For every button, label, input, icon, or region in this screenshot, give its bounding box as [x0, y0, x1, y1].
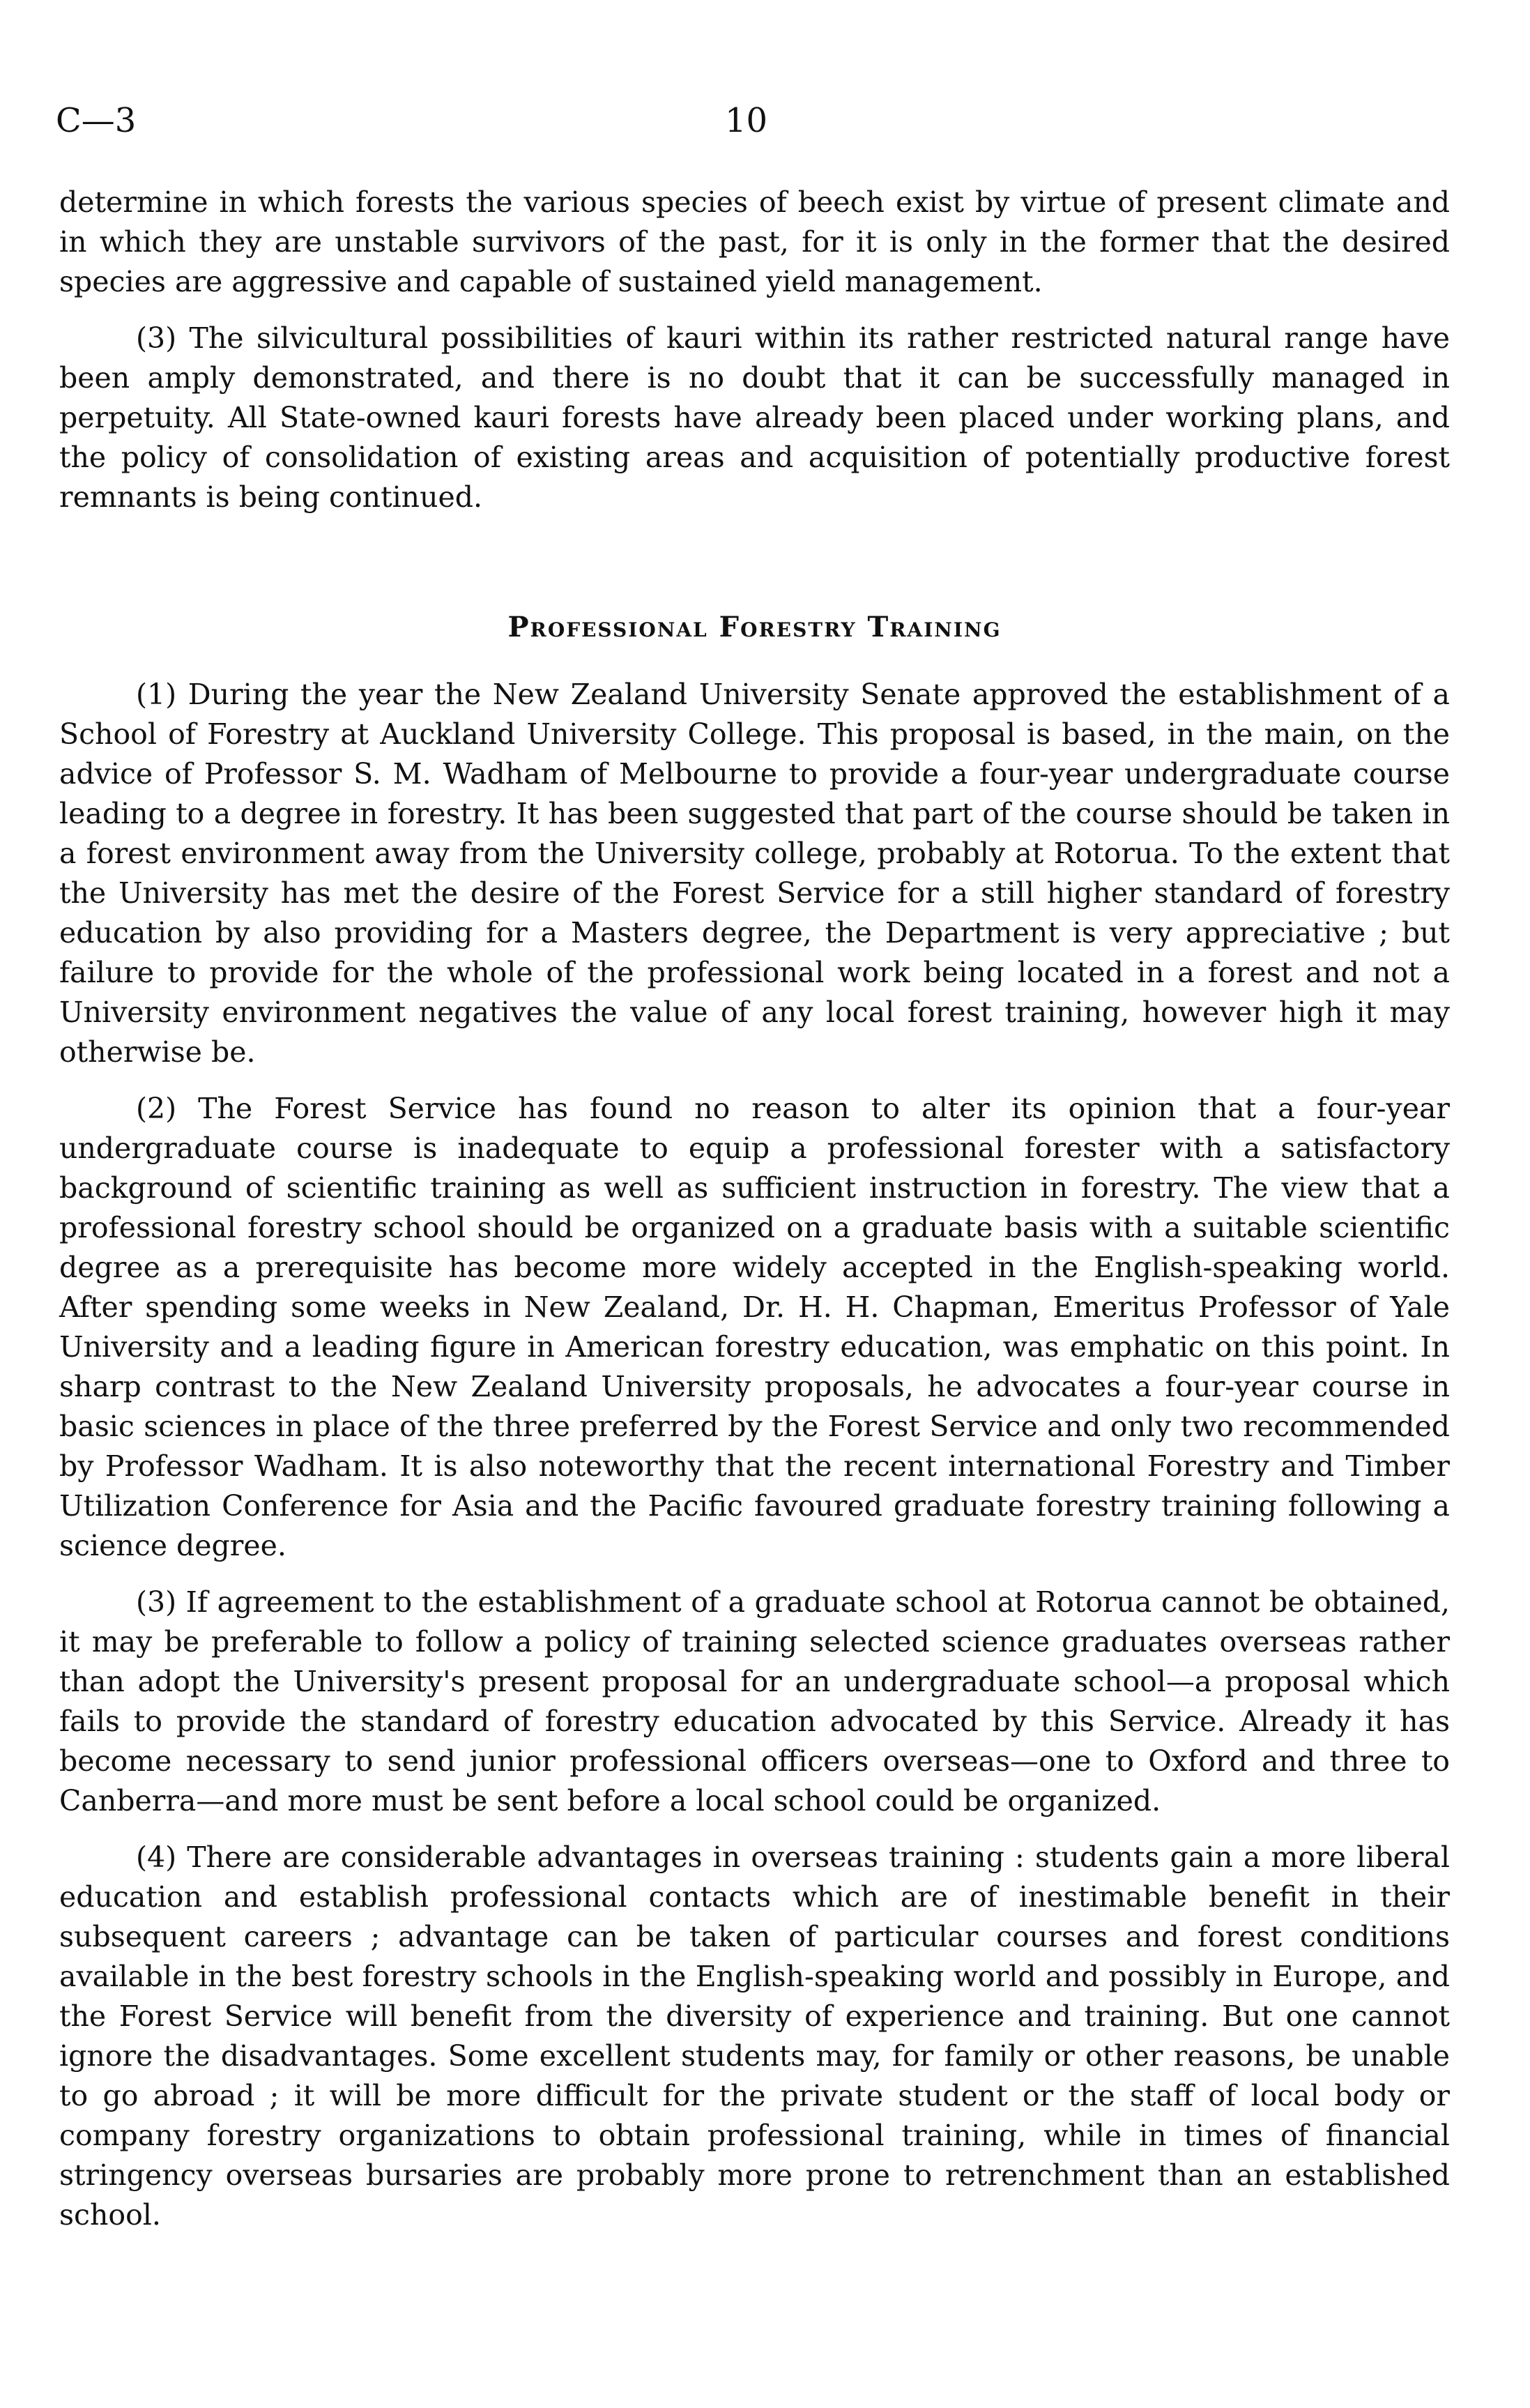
document-code: C—3	[56, 101, 137, 140]
running-head	[56, 96, 1450, 145]
paragraph-training-4: (4) There are considerable advantages in overseas training : students gain a more liberal education and establish professional contacts which are of inestimable benefit in their subsequent careers ; advantage can be taken of particular courses and forest conditions available in the best forestry schools in the English-speaking world and possibly in Europe, and the Forest Service will benefit from the diversity of experience and training. But one cannot ignore the disadvantages. Some excellent students may, for family or other reasons, be unable to go abroad ; it will be more difficult for the private student or the staff of local body or company forestry organizations to obtain professional training, while in times of financial stringency overseas bursaries are probably more prone to retrenchment than an established school.	[59, 1841, 1450, 2232]
paragraph-continuation-beech: determine in which forests the various species of beech exist by virtue of present climate and in which they are unstable survivors of the past, for it is only in the former that the desired species are aggressive and capable of sustained yield management.	[59, 185, 1450, 298]
page-number: 10	[725, 101, 768, 140]
body-text	[59, 183, 1450, 2252]
paragraph-training-1: (1) During the year the New Zealand University Senate approved the establishment of a School of Forestry at Auckland University College. This proposal is based, in the main, on the advice of Professor S. M. Wadham of Melbourne to provide a four-year undergraduate course leading to a degree in forestry. It has been suggested that part of the course should be taken in a forest environment away from the University college, probably at Rotorua. To the extent that the University has met the desire of the Forest Service for a still higher standard of forestry education by also providing for a Masters degree, the Department is very appreciative ; but failure to provide for the whole of the professional work being located in a forest and not a University environment negatives the value of any local forest training, however high it may otherwise be.	[59, 678, 1450, 1069]
paragraph-kauri: (3) The silvicultural possibilities of kauri within its rather restricted natural range have been amply demonstrated, and there is no doubt that it can be successfully managed in perpetuity. All State-owned kauri forests have already been placed under working plans, and the policy of consolidation of existing areas and acquisition of potentially productive forest remnants is being continued.	[59, 321, 1450, 514]
paragraph-training-2: (2) The Forest Service has found no reason to alter its opinion that a four-year undergraduate course is inadequate to equip a professional forester with a satisfactory background of scientific training as well as sufficient instruction in forestry. The view that a professional forestry school should be organized on a graduate basis with a suitable scientific degree as a prerequisite has become more widely accepted in the English-speaking world. After spending some weeks in New Zealand, Dr. H. H. Chapman, Emeritus Professor of Yale University and a leading figure in American forestry education, was emphatic on this point. In sharp contrast to the New Zealand University proposals, he advocates a four-year course in basic sciences in place of the three preferred by the Forest Service and only two recommended by Professor Wadham. It is also noteworthy that the recent international Forestry and Timber Utilization Conference for Asia and the Pacific favoured graduate forestry training following a science degree.	[59, 1092, 1450, 1562]
section-heading: Professional Forestry Training	[507, 611, 1002, 643]
paragraph-training-3: (3) If agreement to the establishment of a graduate school at Rotorua cannot be obtained, it may be preferable to follow a policy of training selected science graduates overseas rather than adopt the University's present proposal for an undergraduate school—a proposal which fails to provide the standard of forestry education advocated by this Service. Already it has become necessary to send junior professional officers overseas—one to Oxford and three to Canberra—and more must be sent before a local school could be organized.	[59, 1585, 1450, 1818]
